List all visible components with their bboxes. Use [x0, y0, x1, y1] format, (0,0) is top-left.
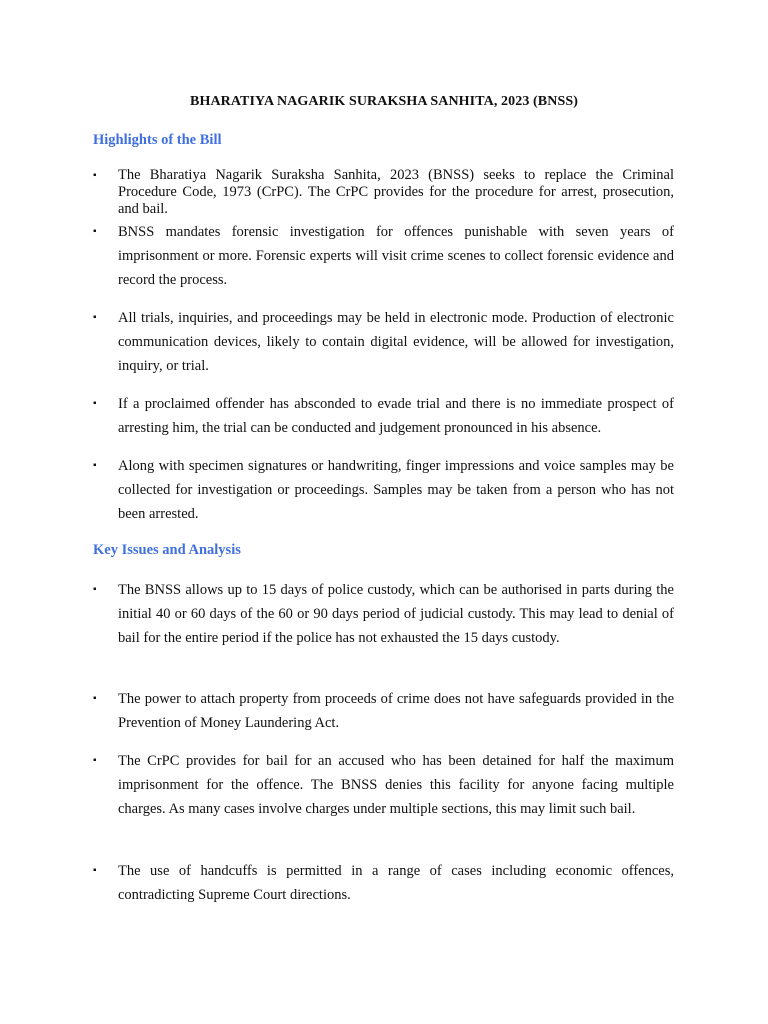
bullet-marker: ▪	[93, 226, 97, 237]
list-item-text: If a proclaimed offender has absconded to evade trial and there is no immediate prospect of arresting him, the trial can be conducted and judgement pronounced in his absence.	[118, 396, 674, 436]
list-item	[93, 392, 674, 440]
list-item-text: The BNSS allows up to 15 days of police custody, which can be authorised in parts during the initial 40 or 60 days of the 60 or 90 days period of judicial custody. This may lead to denial of bail for the entire period if the police has not exhausted the 15 days custody.	[118, 582, 674, 646]
list-item-text: The power to attach property from proceeds of crime does not have safeguards provided in the Prevention of Money Laundering Act.	[118, 691, 674, 731]
list-item	[93, 220, 674, 292]
bullet-marker: ▪	[93, 693, 97, 704]
list-item	[93, 578, 674, 674]
bullet-marker: ▪	[93, 755, 97, 766]
list-item	[93, 749, 674, 845]
list-item-text: All trials, inquiries, and proceedings may be held in electronic mode. Production of electronic communication devices, likely to contain digital evidence, will be allowed for investigation, inquiry, or trial.	[118, 310, 674, 374]
bullet-marker: ▪	[93, 460, 97, 471]
bullet-marker: ▪	[93, 170, 97, 181]
list-item	[93, 687, 674, 735]
list-item	[93, 167, 674, 219]
list-item-text: The Bharatiya Nagarik Suraksha Sanhita, 2023 (BNSS) seeks to replace the Criminal Procedure Code, 1973 (CrPC). The CrPC provides for the procedure for arrest, prosecution, and bail.	[118, 167, 674, 217]
list-item-text: The use of handcuffs is permitted in a range of cases including economic offences, contradicting Supreme Court directions.	[118, 863, 674, 903]
list-item	[93, 859, 674, 907]
list-item-text: The CrPC provides for bail for an accused who has been detained for half the maximum imprisonment for the offence. The BNSS denies this facility for anyone facing multiple charges. As many cases involve charges under multiple sections, this may limit such bail.	[118, 753, 674, 817]
bullet-marker: ▪	[93, 584, 97, 595]
section-heading-highlights: Highlights of the Bill	[93, 132, 222, 148]
list-item	[93, 454, 674, 526]
list-item-text: Along with specimen signatures or handwriting, finger impressions and voice samples may be collected for investigation or proceedings. Samples may be taken from a person who has not been arrested.	[118, 458, 674, 522]
section-heading-key-issues: Key Issues and Analysis	[93, 542, 241, 558]
bullet-marker: ▪	[93, 865, 97, 876]
bullet-marker: ▪	[93, 398, 97, 409]
document-title: BHARATIYA NAGARIK SURAKSHA SANHITA, 2023 (BNSS)	[190, 94, 578, 109]
list-item-text: BNSS mandates forensic investigation for offences punishable with seven years of imprisonment or more. Forensic experts will visit crime scenes to collect forensic evidence and record the process.	[118, 224, 674, 288]
list-item	[93, 306, 674, 378]
bullet-marker: ▪	[93, 312, 97, 323]
